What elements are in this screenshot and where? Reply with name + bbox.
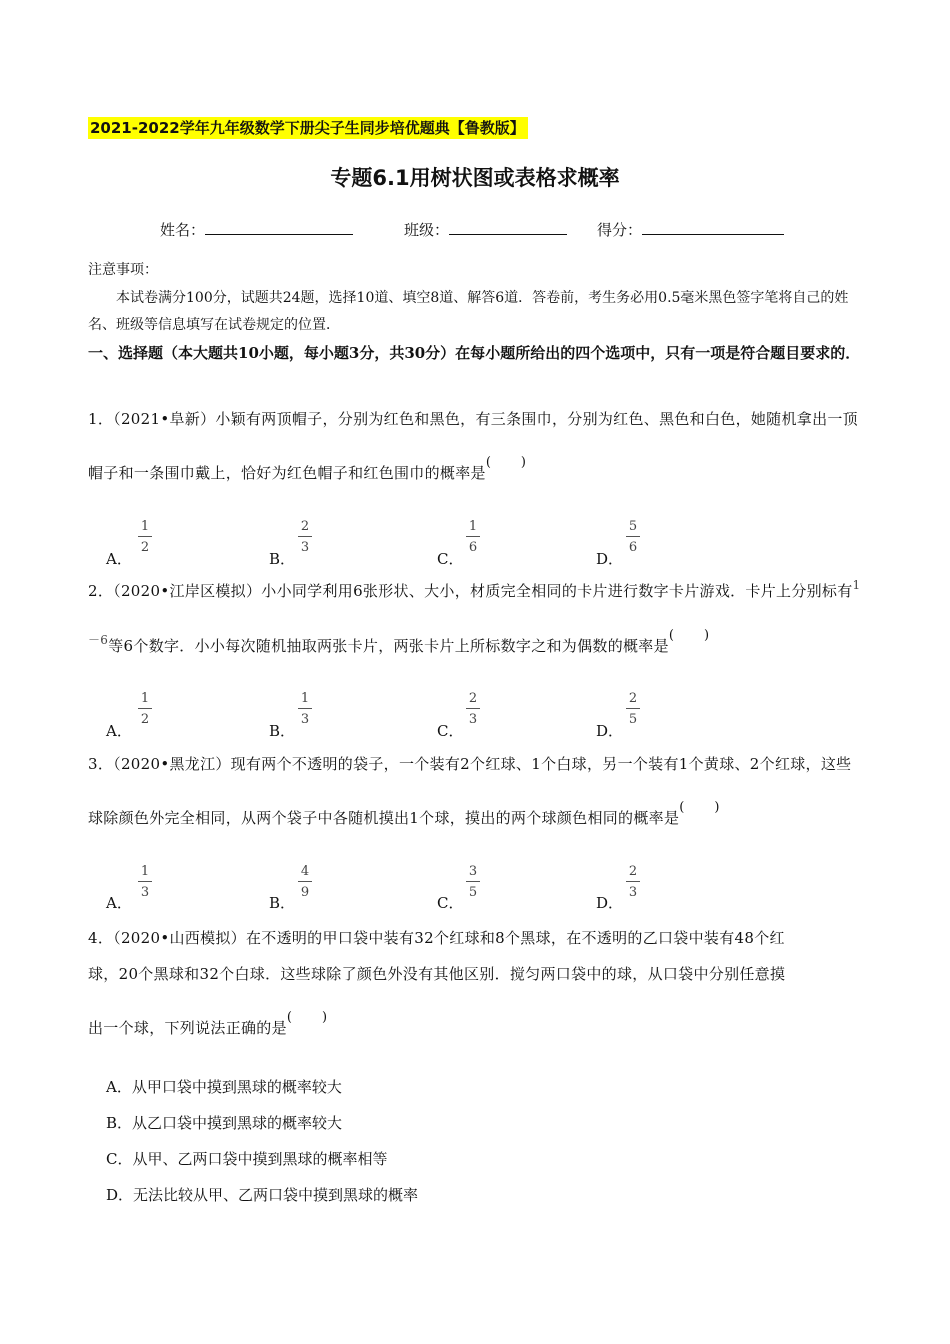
option-d[interactable]: D．无法比较从甲、乙两口袋中摸到黑球的概率 <box>106 1186 419 1204</box>
option-d[interactable]: D． <box>596 894 624 912</box>
question-text: 出一个球，下列说法正确的是 <box>88 1019 287 1037</box>
option-b[interactable]: B．从乙口袋中摸到黑球的概率较大 <box>106 1114 343 1132</box>
question-text: （2021•阜新）小颖有两顶帽子，分别为红色和黑色，有三条围巾，分别为红色、黑色和白色，她随机拿出一顶帽子和一条围巾戴上，恰好为红色帽子和红色围巾的概率是 <box>88 410 858 482</box>
option-a[interactable]: A． <box>106 722 132 740</box>
score-field <box>597 219 784 240</box>
question-4-line-2: 球，20个黑球和32个白球．这些球除了颜色外没有其他区别．搅匀两口袋中的球，从口袋中分别任意摸 <box>88 965 786 983</box>
number-range: 1－6 <box>88 578 861 647</box>
page-title: 专题6.1用树状图或表格求概率 <box>330 166 620 190</box>
fraction: 1 3 <box>296 691 314 727</box>
option-a[interactable]: A． <box>106 894 132 912</box>
option-d[interactable]: D． <box>596 722 624 740</box>
name-field <box>160 219 353 240</box>
fraction: 2 3 <box>296 519 314 555</box>
fraction: 2 3 <box>464 691 482 727</box>
name-blank[interactable] <box>205 220 353 235</box>
name-label: 姓名： <box>160 221 206 239</box>
notice-body: 本试卷满分100分，试题共24题，选择10道、填空8道、解答6道．答卷前，考生务必用0.5毫米黑色签字笔将自己的姓名、班级等信息填写在试卷规定的位置． <box>88 290 849 333</box>
option-b[interactable]: B． <box>269 894 296 912</box>
class-field <box>404 219 567 240</box>
option-a[interactable]: A． <box>106 550 132 568</box>
question-number: 2． <box>88 582 114 600</box>
answer-paren: ( ) <box>679 800 720 815</box>
option-b[interactable]: B． <box>269 550 296 568</box>
question-4-line-3 <box>88 1001 864 1057</box>
option-c[interactable]: C． <box>437 894 464 912</box>
question-3 <box>88 737 864 847</box>
option-c[interactable]: C． <box>437 550 464 568</box>
fraction: 1 2 <box>136 519 154 555</box>
class-label: 班级： <box>404 221 450 239</box>
option-c[interactable]: C．从甲、乙两口袋中摸到黑球的概率相等 <box>106 1150 388 1168</box>
option-a[interactable]: A．从甲口袋中摸到黑球的概率较大 <box>106 1078 342 1096</box>
question-text-cont: 等6个数字．小小每次随机抽取两张卡片，两张卡片上所标数字之和为偶数的概率是 <box>108 637 669 655</box>
answer-paren: ( ) <box>286 1010 328 1025</box>
question-4-line-1 <box>88 921 864 955</box>
fraction: 3 5 <box>464 864 482 900</box>
option-c[interactable]: C． <box>437 722 464 740</box>
fraction: 1 6 <box>464 519 482 555</box>
fraction: 5 6 <box>624 519 642 555</box>
notice-heading: 注意事项： <box>88 262 158 278</box>
question-text: （2020•黑龙江）现有两个不透明的袋子，一个装有2个红球、1个白球，另一个装有1个黄球、2个红球，这些球除颜色外完全相同，从两个袋子中各随机摸出1个球，摸出的两个球颜色相同的概率是 <box>88 755 852 827</box>
fraction: 1 2 <box>136 691 154 727</box>
question-text: （2020•山西模拟）在不透明的甲口袋中装有32个红球和8个黑球，在不透明的乙口袋中装有48个红 <box>113 929 785 947</box>
class-blank[interactable] <box>449 220 567 235</box>
question-number: 4． <box>88 929 114 947</box>
fraction: 4 9 <box>296 864 314 900</box>
fraction: 1 3 <box>136 864 154 900</box>
question-1 <box>88 392 864 502</box>
section-title: 一、选择题（本大题共10小题，每小题3分，共30分）在每小题所给出的四个选项中，只有一项是符合题目要求的． <box>88 344 861 362</box>
score-blank[interactable] <box>642 220 784 235</box>
answer-paren: ( ) <box>485 455 526 470</box>
score-label: 得分： <box>597 221 643 239</box>
option-b[interactable]: B． <box>269 722 296 740</box>
fraction: 2 3 <box>624 864 642 900</box>
question-2 <box>88 564 864 675</box>
header-tag: 2021-2022学年九年级数学下册尖子生同步培优题典【鲁教版】 <box>88 117 528 139</box>
fraction: 2 5 <box>624 691 642 727</box>
question-number: 1． <box>88 410 114 428</box>
question-text: （2020•江岸区模拟）小小同学利用6张形状、大小，材质完全相同的卡片进行数字卡片游戏．卡片上分别标有 <box>113 582 853 600</box>
question-number: 3． <box>88 755 114 773</box>
answer-paren: ( ) <box>668 628 710 643</box>
option-d[interactable]: D． <box>596 550 624 568</box>
